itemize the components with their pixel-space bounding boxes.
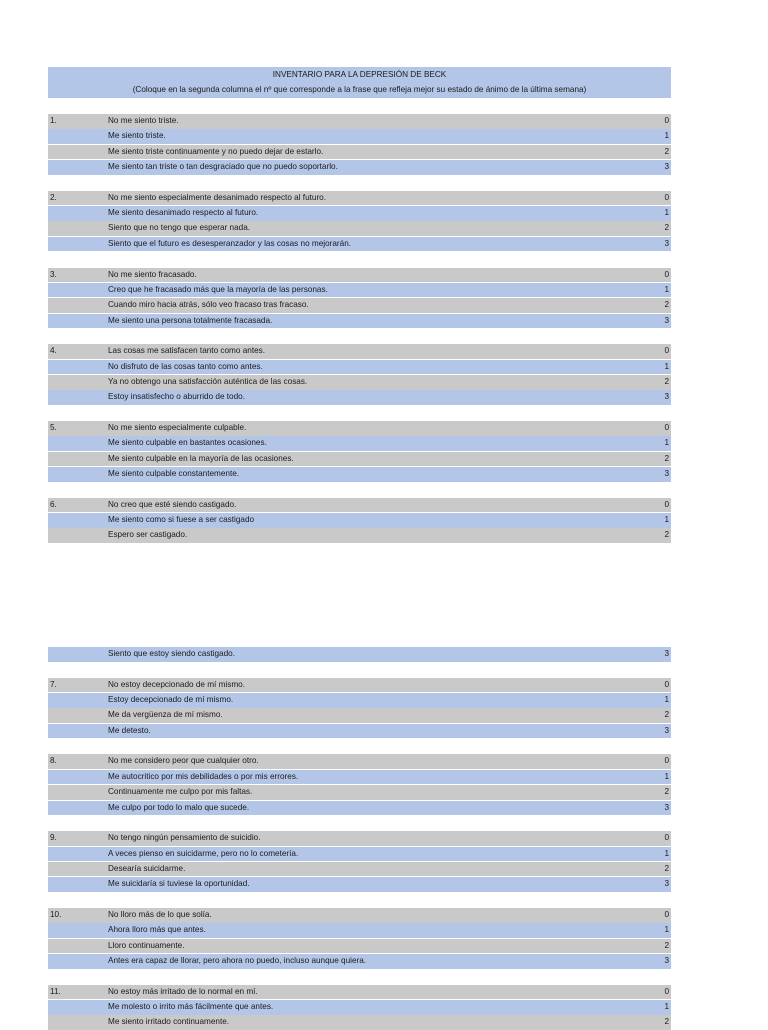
item-number: 5. bbox=[50, 423, 57, 432]
option-text: Me siento culpable en la mayoría de las ocasiones. bbox=[108, 453, 294, 463]
option-text: Continuamente me culpo por mis faltas. bbox=[108, 787, 253, 797]
option-text: A veces pienso en suicidarme, pero no lo cometería. bbox=[108, 848, 299, 858]
table-row bbox=[48, 647, 671, 662]
item-number: 10. bbox=[50, 909, 62, 919]
table-row bbox=[48, 390, 671, 405]
option-score: 3 bbox=[664, 469, 669, 479]
option-text: No me siento triste. bbox=[108, 116, 179, 125]
option-score: 0 bbox=[664, 499, 669, 509]
option-score: 3 bbox=[664, 315, 669, 325]
option-text: No me siento especialmente desanimado respecto al futuro. bbox=[108, 192, 327, 202]
table-row bbox=[48, 360, 671, 375]
item-number: 6. bbox=[50, 499, 57, 509]
option-score: 0 bbox=[664, 192, 669, 202]
item-number: 9. bbox=[50, 833, 57, 843]
table-row bbox=[48, 1000, 671, 1015]
option-text: Siento que estoy siendo castigado. bbox=[108, 649, 235, 658]
option-score: 0 bbox=[664, 986, 669, 996]
option-score: 0 bbox=[664, 346, 669, 356]
table-row bbox=[48, 801, 671, 816]
option-score: 3 bbox=[664, 879, 669, 889]
option-text: Las cosas me satisfacen tanto como antes. bbox=[108, 346, 266, 356]
option-score: 3 bbox=[664, 649, 669, 658]
table-row bbox=[48, 298, 671, 313]
table-row bbox=[48, 237, 671, 252]
option-text: Antes era capaz de llorar, pero ahora no puedo, incluso aunque quiera. bbox=[108, 956, 367, 965]
table-row bbox=[48, 754, 671, 769]
table-row bbox=[48, 314, 671, 329]
option-text: No me considero peor que cualquier otro. bbox=[108, 756, 259, 766]
option-score: 0 bbox=[664, 756, 669, 766]
table-row bbox=[48, 114, 671, 129]
option-text: Siento que el futuro es desesperanzador y las cosas no mejorarán. bbox=[108, 238, 352, 248]
table-row bbox=[48, 708, 671, 723]
option-score: 0 bbox=[664, 833, 669, 843]
option-score: 0 bbox=[664, 116, 669, 125]
option-score: 0 bbox=[664, 269, 669, 279]
table-row bbox=[48, 452, 671, 467]
item-number: 7. bbox=[50, 679, 57, 689]
option-text: No me siento fracasado. bbox=[108, 269, 197, 279]
table-row bbox=[48, 831, 671, 846]
option-text: Me siento culpable constantemente. bbox=[108, 469, 240, 479]
option-text: Me siento culpable en bastantes ocasiones. bbox=[108, 438, 267, 448]
option-score: 2 bbox=[664, 1017, 669, 1027]
option-text: Me siento triste continuamente y no puedo dejar de estarlo. bbox=[108, 146, 324, 156]
option-score: 1 bbox=[664, 848, 669, 858]
option-score: 1 bbox=[664, 1002, 669, 1012]
option-score: 2 bbox=[664, 530, 669, 540]
option-score: 0 bbox=[664, 423, 669, 432]
option-score: 1 bbox=[664, 771, 669, 781]
option-text: Lloro continuamente. bbox=[108, 940, 185, 950]
table-row bbox=[48, 1015, 671, 1030]
table-row bbox=[48, 877, 671, 892]
option-text: Me siento irritado continuamente. bbox=[108, 1017, 230, 1027]
option-text: Me siento tan triste o tan desgraciado que no puedo soportarlo. bbox=[108, 162, 338, 172]
option-score: 3 bbox=[664, 725, 669, 735]
table-row bbox=[48, 160, 671, 175]
option-text: No tengo ningún pensamiento de suicidio. bbox=[108, 833, 261, 843]
table-row bbox=[48, 344, 671, 359]
option-score: 1 bbox=[664, 925, 669, 935]
option-score: 3 bbox=[664, 162, 669, 172]
option-score: 2 bbox=[664, 710, 669, 720]
option-text: No lloro más de lo que solía. bbox=[108, 909, 212, 919]
option-text: Me autocritico por mis debilidades o por mis errores. bbox=[108, 771, 299, 781]
option-score: 2 bbox=[664, 376, 669, 386]
option-text: No estoy decepcionado de mí mismo. bbox=[108, 679, 245, 689]
option-text: No disfruto de las cosas tanto como antes. bbox=[108, 361, 263, 371]
option-score: 3 bbox=[664, 802, 669, 812]
item-number: 3. bbox=[50, 269, 57, 279]
option-text: Me suicidaría si tuviese la oportunidad. bbox=[108, 879, 250, 889]
table-row bbox=[48, 939, 671, 954]
option-text: Estoy insatisfecho o aburrido de todo. bbox=[108, 392, 245, 402]
table-row bbox=[48, 206, 671, 221]
option-text: Me siento triste. bbox=[108, 131, 166, 141]
option-text: Siento que no tengo que esperar nada. bbox=[108, 223, 251, 233]
item-number: 2. bbox=[50, 192, 57, 202]
option-text: Creo que he fracasado más que la mayoría de las personas. bbox=[108, 284, 328, 294]
table-row bbox=[48, 908, 671, 923]
option-text: Cuando miro hacia atrás, sólo veo fracaso tras fracaso. bbox=[108, 300, 309, 310]
option-score: 1 bbox=[664, 515, 669, 525]
option-score: 1 bbox=[664, 361, 669, 371]
table-row bbox=[48, 283, 671, 298]
item-number: 4. bbox=[50, 346, 57, 356]
sheet-title: INVENTARIO PARA LA DEPRESIÓN DE BECK bbox=[272, 70, 447, 79]
table-row bbox=[48, 847, 671, 862]
table-row bbox=[48, 221, 671, 236]
table-row bbox=[48, 923, 671, 938]
option-score: 3 bbox=[664, 392, 669, 402]
table-row bbox=[48, 498, 671, 513]
table-row bbox=[48, 436, 671, 451]
table-row bbox=[48, 693, 671, 708]
option-score: 2 bbox=[664, 146, 669, 156]
table-row bbox=[48, 191, 671, 206]
option-text: Espero ser castigado. bbox=[108, 530, 188, 540]
table-row bbox=[48, 467, 671, 482]
sheet-subtitle: (Coloque en la segunda columna el nº que corresponde a la frase que refleja mejor su estado de ánimo de la última semana) bbox=[132, 85, 587, 94]
table-row bbox=[48, 129, 671, 144]
option-text: Desearía suicidarme. bbox=[108, 863, 186, 873]
option-text: Me siento como si fuese a ser castigado bbox=[108, 515, 255, 525]
option-score: 3 bbox=[664, 238, 669, 248]
table-row bbox=[48, 268, 671, 283]
option-score: 2 bbox=[664, 223, 669, 233]
item-number: 11. bbox=[50, 986, 61, 996]
table-row bbox=[48, 678, 671, 693]
table-row bbox=[48, 770, 671, 785]
option-score: 2 bbox=[664, 787, 669, 797]
option-text: Me siento desanimado respecto al futuro. bbox=[108, 208, 259, 218]
table-row bbox=[48, 145, 671, 160]
table-row bbox=[48, 954, 671, 969]
item-number: 8. bbox=[50, 756, 57, 766]
option-text: No creo que esté siendo castigado. bbox=[108, 499, 237, 509]
table-row bbox=[48, 375, 671, 390]
option-text: No estoy más irritado de lo normal en mí. bbox=[108, 986, 258, 996]
option-score: 0 bbox=[664, 909, 669, 919]
table-row bbox=[48, 513, 671, 528]
table-row bbox=[48, 528, 671, 543]
option-text: Me molesto o irrito más fácilmente que antes. bbox=[108, 1002, 274, 1012]
option-score: 1 bbox=[664, 284, 669, 294]
option-score: 1 bbox=[664, 438, 669, 448]
option-text: Me siento una persona totalmente fracasada. bbox=[108, 315, 273, 325]
option-score: 2 bbox=[664, 300, 669, 310]
option-text: Me detesto. bbox=[108, 725, 151, 735]
option-text: Me da vergüenza de mí mismo. bbox=[108, 710, 223, 720]
option-text: Estoy decepcionado de mí mismo. bbox=[108, 695, 234, 705]
option-score: 1 bbox=[664, 695, 669, 705]
table-row bbox=[48, 862, 671, 877]
option-score: 0 bbox=[664, 679, 669, 689]
option-score: 2 bbox=[664, 940, 669, 950]
option-score: 1 bbox=[664, 208, 669, 218]
table-row bbox=[48, 985, 671, 1000]
item-number: 1. bbox=[50, 116, 57, 125]
option-score: 1 bbox=[664, 131, 669, 141]
option-text: No me siento especialmente culpable. bbox=[108, 423, 247, 432]
option-text: Ya no obtengo una satisfacción auténtica de las cosas. bbox=[108, 376, 308, 386]
sheet-header bbox=[48, 67, 671, 98]
table-row bbox=[48, 724, 671, 739]
option-score: 3 bbox=[664, 956, 669, 965]
table-row bbox=[48, 785, 671, 800]
option-score: 2 bbox=[664, 453, 669, 463]
table-row bbox=[48, 421, 671, 436]
option-score: 2 bbox=[664, 863, 669, 873]
option-text: Ahora lloro más que antes. bbox=[108, 925, 206, 935]
option-text: Me culpo por todo lo malo que sucede. bbox=[108, 802, 250, 812]
